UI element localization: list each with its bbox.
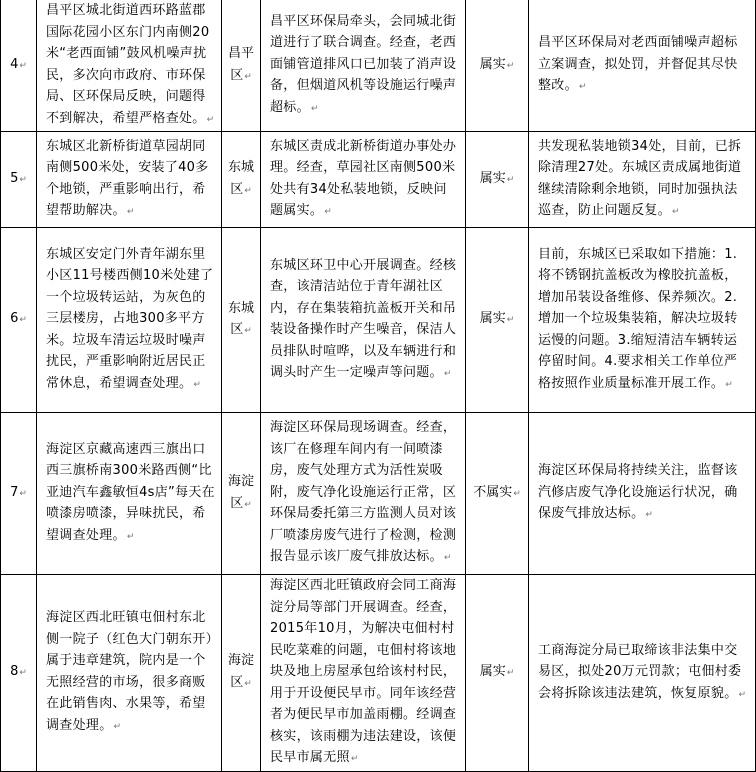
verdict-cell <box>466 132 529 228</box>
paragraph-mark-icon: ↵ <box>206 114 215 125</box>
row-number: 7 <box>10 484 19 500</box>
complaint-text: 东城区北新桥街道草园胡同南侧500米处，安装了40多个地锁，严重影响出行，希望帮助解决。 <box>46 138 209 218</box>
investigation-text-cell <box>261 132 466 228</box>
district-cell <box>222 0 261 132</box>
row-number: 8 <box>10 664 19 679</box>
paragraph-mark-icon: ↵ <box>19 488 27 499</box>
verdict-cell <box>466 228 529 413</box>
row-number-cell <box>1 228 37 413</box>
row-number-cell <box>1 0 37 132</box>
table-row <box>1 413 756 575</box>
handling-text: 海淀区环保局将持续关注，监督该汽修店废气净化设施运行状况，确保废气排放达标。 <box>538 463 738 522</box>
verdict: 属实 <box>479 56 506 72</box>
row-number-cell <box>1 132 37 228</box>
paragraph-mark-icon: ↵ <box>672 207 680 217</box>
district-cell <box>222 413 261 575</box>
row-number-cell <box>1 413 37 575</box>
district-cell <box>222 575 261 772</box>
row-number: 6 <box>10 311 19 327</box>
verdict-cell <box>466 0 529 132</box>
handling-text-cell <box>529 413 756 575</box>
investigation-text: 东城区环卫中心开展调查。经核查，该清洁站位于青年湖社区内，存在集装箱抗盖板开关和吊装设备操作时产生噪音，保洁人员排队时喧哗，以及车辆进行和调头时产生一定噪声等问题。 <box>270 257 457 380</box>
district: 东城区 <box>228 300 255 337</box>
district: 昌平区 <box>228 46 255 83</box>
row-number: 4 <box>10 56 19 72</box>
paragraph-mark-icon: ↵ <box>19 315 27 326</box>
table-row <box>1 575 756 772</box>
complaint-text: 昌平区城北街道西环路蓝郡国际花园小区东门内南侧20米“老西面铺”鼓风机噪声扰民，多次向市政府、市环保局、区环保局反映，问题得不到解决，希望严格查处。 <box>46 3 210 126</box>
paragraph-mark-icon: ↵ <box>443 553 452 564</box>
paragraph-mark-icon: ↵ <box>725 379 734 390</box>
paragraph-mark-icon: ↵ <box>506 668 515 678</box>
paragraph-mark-icon: ↵ <box>513 488 521 499</box>
investigation-text-cell <box>261 575 466 772</box>
complaint-text: 东城区安定门外青年湖东里小区11号楼西侧10米处建了一个垃圾转运站，为灰色的三层楼房，占地300多平方米。垃圾车清运垃圾时噪声扰民，严重影响附近居民正常休息，希望调查处理。 <box>46 246 214 391</box>
paragraph-mark-icon: ↵ <box>443 369 452 379</box>
table-row <box>1 228 756 413</box>
paragraph-mark-icon: ↵ <box>738 689 747 700</box>
investigation-text: 东城区责成北新桥街道办事处办理。经查，草园社区南侧500米处共有34处私装地锁，反映问题属实。 <box>270 138 457 218</box>
investigation-text-cell <box>261 228 466 413</box>
investigation-text: 海淀区西北旺镇政府会同工商海淀分局等部门开展调查。经查，2015年10月，为解决屯佃村村民吃菜难的问题，屯佃村将该地块及地上房屋承包给该村村民，用于开设便民早市。同年该经营者为便民早市加盖雨棚。经调查核实，该雨棚为违法建设，该便民早市属无照 <box>270 578 457 765</box>
paragraph-mark-icon: ↵ <box>126 531 135 542</box>
paragraph-mark-icon: ↵ <box>19 60 27 71</box>
verdict-cell <box>466 413 529 575</box>
table-row <box>1 132 756 228</box>
handling-text: 工商海淀分局已取缔该非法集中交易区，拟处20万元罚款；屯佃村委会将拆除该违法建筑，恢复原貌。 <box>538 642 742 701</box>
paragraph-mark-icon: ↵ <box>506 60 515 71</box>
investigation-text-cell <box>261 413 466 575</box>
row-number-cell <box>1 575 37 772</box>
investigation-text-cell <box>261 0 466 132</box>
paragraph-mark-icon: ↵ <box>578 82 587 93</box>
table-row <box>1 0 756 132</box>
row-number: 5 <box>10 170 19 186</box>
complaint-text: 海淀区西北旺镇屯佃村东北侧一院子（红色大门朝东开）属于违章建筑，院内是一个无照经营的市场，很多商贩在此销售肉、水果等，希望调查处理。 <box>46 610 213 733</box>
paragraph-mark-icon: ↵ <box>645 510 654 521</box>
paragraph-mark-icon: ↵ <box>506 315 515 326</box>
paragraph-mark-icon: ↵ <box>244 499 252 510</box>
paragraph-mark-icon: ↵ <box>113 721 122 732</box>
verdict: 属实 <box>479 664 506 679</box>
district-cell <box>222 132 261 228</box>
verdict: 不属实 <box>473 484 513 500</box>
handling-text-cell <box>529 228 756 413</box>
verdict: 属实 <box>479 311 506 327</box>
complaint-text-cell <box>37 228 222 413</box>
paragraph-mark-icon: ↵ <box>350 754 359 764</box>
investigation-text: 昌平区环保局牵头，会同城北街道进行了联合调查。经查，老西面铺管道排风口已加装了消声设备，但烟道风机等设施运行噪声超标。 <box>270 13 457 115</box>
complaint-text-cell <box>37 413 222 575</box>
handling-text: 共发现私装地锁34处，目前，已拆除清理27处。东城区责成属地街道继续清除剩余地锁，同时加强执法巡查，防止问题反复。 <box>538 138 742 218</box>
handling-text-cell <box>529 0 756 132</box>
paragraph-mark-icon: ↵ <box>19 668 27 678</box>
district: 东城区 <box>228 160 255 197</box>
investigation-text: 海淀区环保局现场调查。经查，该厂在修理车间内有一间喷漆房，废气处理方式为活性炭吸附，废气净化设施运行正常，区环保局委托第三方监测人员对该厂喷漆房废气进行了检测，检测报告显示该厂废气排放达标。 <box>270 420 457 565</box>
handling-text: 昌平区环保局对老西面铺噪声超标立案调查，拟处罚，并督促其尽快整改。 <box>538 35 738 94</box>
district-cell <box>222 228 261 413</box>
paragraph-mark-icon: ↵ <box>19 174 27 185</box>
verdict: 属实 <box>479 170 506 186</box>
paragraph-mark-icon: ↵ <box>244 71 252 82</box>
complaint-text-cell <box>37 575 222 772</box>
handling-text: 目前，东城区已采取如下措施：1.将不锈钢抗盖板改为橡胶抗盖板，增加吊装设备维修、保养频次。2.增加一个垃圾集装箱，解决垃圾转运慢的问题。3.缩短清洁车辆转运停留时间。4.要求相关工作单位严格按照作业质量标准开展工作。 <box>538 246 738 391</box>
paragraph-mark-icon: ↵ <box>193 379 202 390</box>
paragraph-mark-icon: ↵ <box>506 174 515 185</box>
district: 海淀区 <box>228 474 255 511</box>
paragraph-mark-icon: ↵ <box>310 103 319 114</box>
complaint-text-cell <box>37 0 222 132</box>
paragraph-mark-icon: ↵ <box>244 678 252 689</box>
verdict-cell <box>466 575 529 772</box>
district: 海淀区 <box>228 653 255 690</box>
paragraph-mark-icon: ↵ <box>244 326 252 336</box>
paragraph-mark-icon: ↵ <box>126 207 135 217</box>
complaints-table-body <box>1 0 756 771</box>
paragraph-mark-icon: ↵ <box>324 207 333 217</box>
complaint-text-cell <box>37 132 222 228</box>
complaint-text: 海淀区京藏高速西三旗出口西三旗桥南300米路西侧“比亚迪汽车鑫敏恒4s店”每天在喷漆房喷漆，异味扰民，希望调查处理。 <box>46 441 215 543</box>
handling-text-cell <box>529 132 756 228</box>
handling-text-cell <box>529 575 756 772</box>
paragraph-mark-icon: ↵ <box>244 185 252 196</box>
